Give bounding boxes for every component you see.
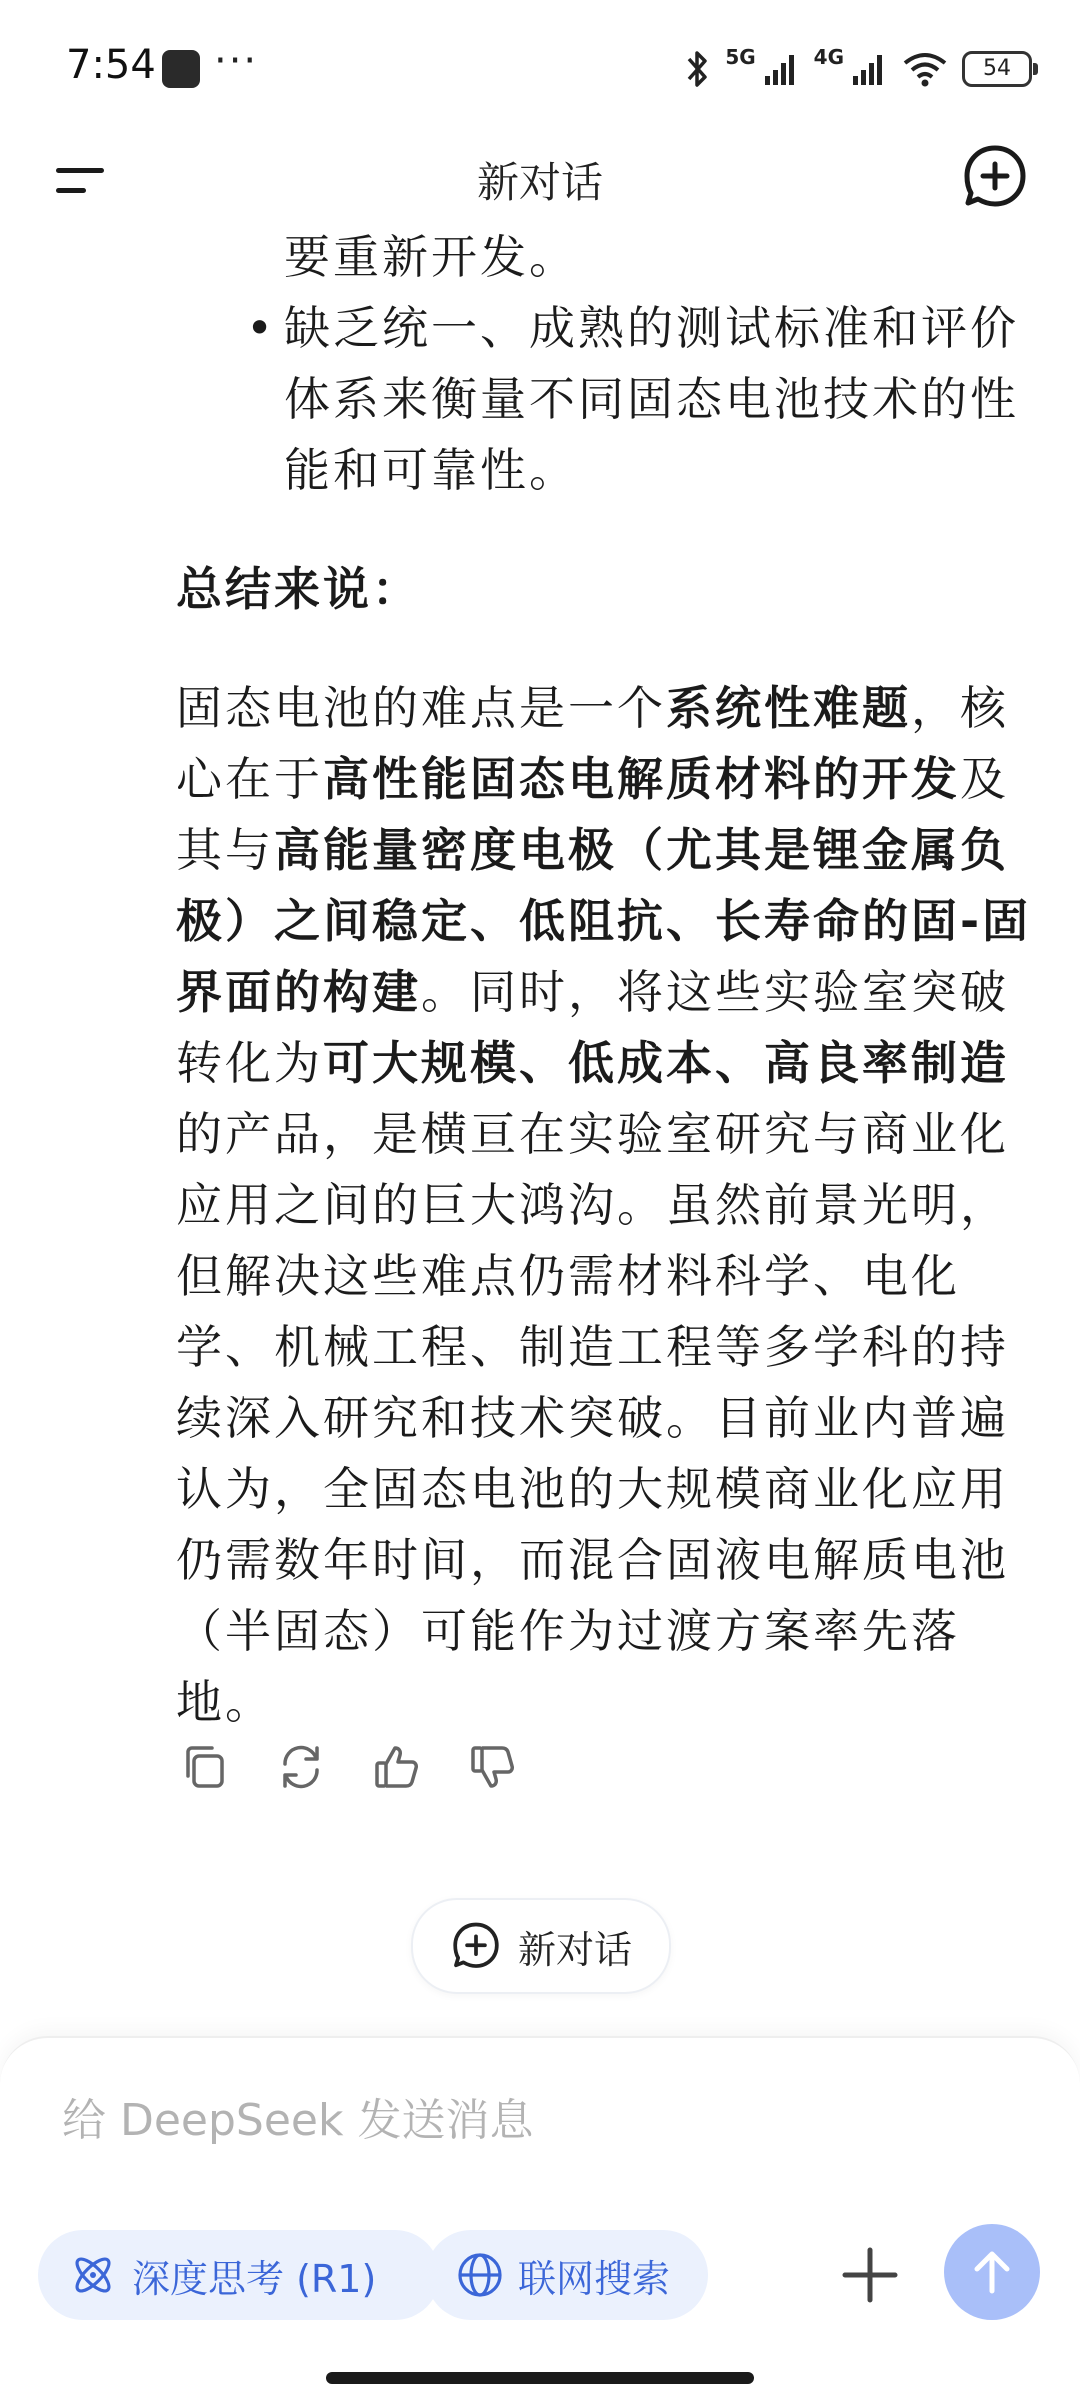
summary-text: ，核心在于 — [176, 681, 1009, 806]
plus-icon[interactable] — [840, 2245, 900, 2305]
status-icons — [683, 44, 1032, 94]
status-time: 7:54 — [66, 42, 156, 88]
summary-bold-text: 高性能固态电解质材料的开发 — [323, 752, 960, 806]
network-5g-label: 5G — [725, 45, 756, 69]
app-notification-icon — [162, 50, 200, 88]
wifi-icon — [902, 51, 948, 87]
new-chat-icon[interactable] — [960, 142, 1030, 212]
thumbs-down-icon[interactable] — [468, 1742, 518, 1792]
new-chat-button[interactable] — [411, 1898, 671, 1994]
summary-text: 固态电池的难点是一个 — [176, 681, 666, 735]
page-title: 新对话 — [476, 158, 603, 207]
atom-icon — [68, 2250, 118, 2300]
message-actions — [180, 1742, 518, 1792]
more-notifications-icon: ··· — [214, 38, 259, 84]
summary-bold-text: 可大规模、低成本、高良率制造 — [323, 1036, 1009, 1090]
message-input[interactable]: 给 DeepSeek 发送消息 — [62, 2095, 534, 2146]
composer-panel — [0, 2036, 1080, 2402]
arrow-up-icon — [967, 2247, 1017, 2297]
bullet-continuation: 要重新开发。 — [284, 230, 578, 284]
home-indicator[interactable] — [326, 2372, 754, 2384]
signal-icon — [764, 52, 800, 86]
signal-icon-2 — [852, 52, 888, 86]
thumbs-up-icon[interactable] — [372, 1742, 422, 1792]
globe-icon — [456, 2251, 504, 2299]
top-app-bar — [0, 130, 1080, 230]
summary-paragraph — [176, 673, 1036, 1738]
bluetooth-icon — [683, 49, 711, 89]
deep-think-label: 深度思考 (R1) — [132, 2256, 377, 2301]
status-bar — [0, 0, 1080, 130]
summary-text: 的产品，是横亘在实验室研究与商业化应用之间的巨大鸿沟。虽然前景光明，但解决这些难点仍需材料科学、电化学、机械工程、制造工程等多学科的持续深入研究和技术突破。目前业内普遍认为，全固态电池的大规模商业化应用仍需数年时间，而混合固液电解质电池（半固态）可能作为过渡方案率先落地。 — [176, 1107, 1009, 1729]
web-search-toggle[interactable] — [426, 2230, 708, 2320]
summary-text: 。同时，将这些实验室突破转化为 — [176, 965, 1009, 1090]
copy-icon[interactable] — [180, 1742, 230, 1792]
regenerate-icon[interactable] — [276, 1742, 326, 1792]
summary-text: 及其与 — [176, 752, 1009, 877]
bullet-item: • 缺乏统一、成熟的测试标准和评价体系来衡量不同固态电池技术的性能和可靠性。 — [176, 293, 1036, 506]
network-4g-label: 4G — [813, 45, 844, 69]
assistant-message — [176, 222, 1036, 1738]
summary-bold-text: 系统性难题 — [666, 681, 911, 735]
summary-bold-text: 高能量密度电极（尤其是锂金属负极）之间稳定、低阻抗、长寿命的固-固界面的构建 — [176, 823, 1032, 1019]
deep-think-toggle[interactable] — [38, 2230, 440, 2320]
new-chat-label: 新对话 — [517, 1927, 632, 1972]
new-chat-icon — [450, 1920, 502, 1972]
summary-heading: 总结来说： — [176, 562, 421, 616]
battery-icon: 54 — [962, 51, 1032, 87]
send-button[interactable] — [944, 2224, 1040, 2320]
web-search-label: 联网搜索 — [518, 2256, 671, 2301]
